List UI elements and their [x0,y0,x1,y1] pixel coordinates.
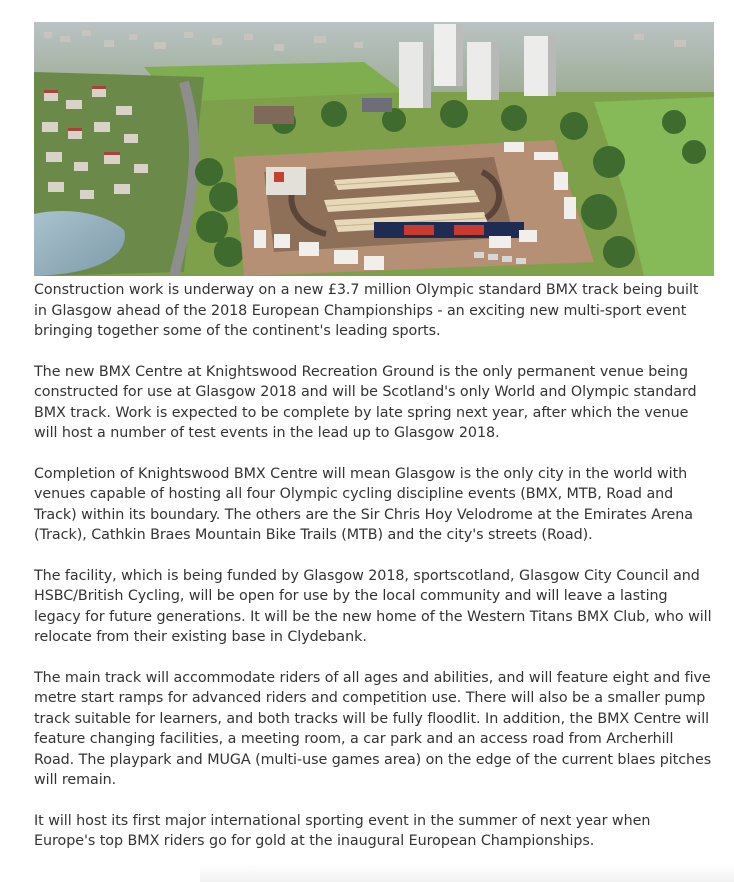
article-body [34,280,714,852]
bmx-centre-aerial-image [34,22,714,276]
article-paragraph-cycling-disciplines: Completion of Knightswood BMX Centre will mean Glasgow is the only city in the world with venues capable of hosting all four Olympic cycling discipline events (BMX, MTB, Road and Track) within its boundary. The others are the Sir Chris Hoy Velodrome at the Emirates Arena (Track), Cathkin Braes Mountain Bike Trails (MTB) and the city's streets (Road). [34,465,694,543]
bottom-fade [200,864,734,882]
article-page [34,22,714,872]
article-paragraph-intro: Construction work is underway on a new £3.7 million Olympic standard BMX track being built in Glasgow ahead of the 2018 European Championships - an exciting new multi-sport event bringing together some of the continent's leading sports. [34,282,699,339]
article-paragraph-first-event: It will host its first major international sporting event in the summer of next year when Europe's top BMX riders go for gold at the inaugural European Championships. [34,812,651,849]
article-paragraph-venue: The new BMX Centre at Knightswood Recreation Ground is the only permanent venue being constructed for use at Glasgow 2018 and will be Scotland's only World and Olympic standard BMX track. Work is expected to be complete by late spring next year, after which the venue will host a number of test events in the lead up to Glasgow 2018. [34,363,697,441]
article-paragraph-funding: The facility, which is being funded by Glasgow 2018, sportscotland, Glasgow City Council and HSBC/British Cycling, will be open for use by the local community and will leave a lasting legacy for future generations. It will be the new home of the Western Titans BMX Club, who will relocate from their existing base in Clydebank. [34,567,712,645]
article-paragraph-facilities: The main track will accommodate riders of all ages and abilities, and will feature eight and five metre start ramps for advanced riders and competition use. There will also be a smaller pump track suitable for learners, and both tracks will be fully floodlit. In addition, the BMX Centre will feature changing facilities, a meeting room, a car park and an access road from Archerhill Road. The playpark and MUGA (multi-use games area) on the edge of the current blaes pitches will remain. [34,669,712,788]
